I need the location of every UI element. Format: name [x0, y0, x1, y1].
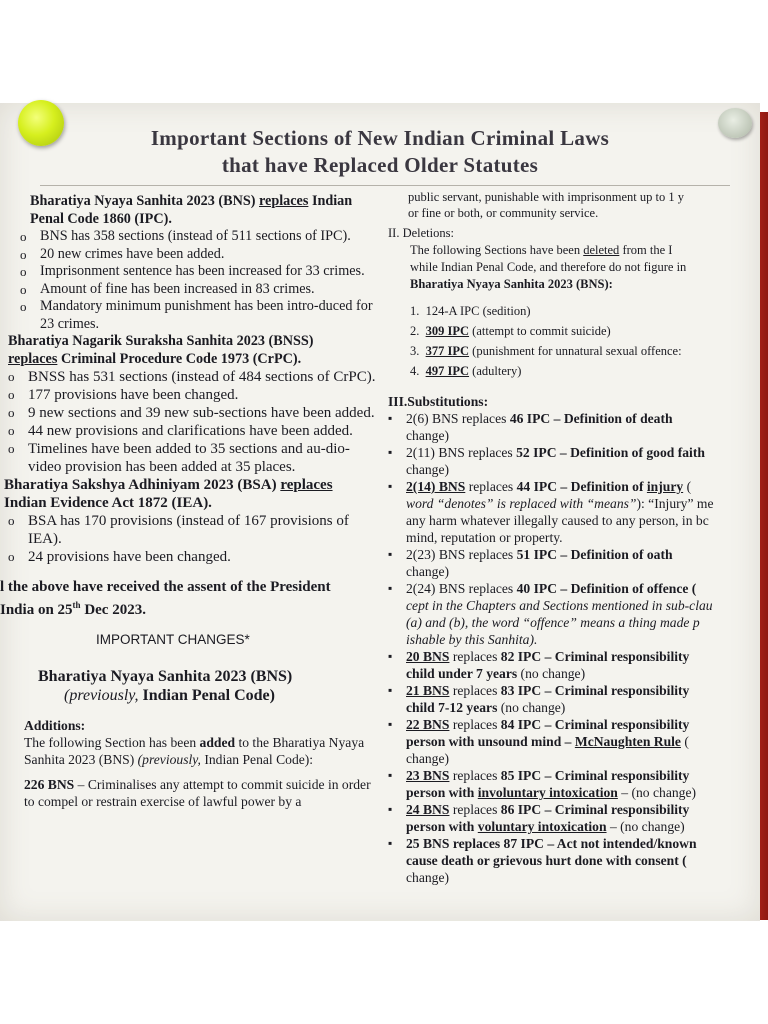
list-item: o 20 new crimes have been added. [40, 246, 378, 264]
list-item: o 177 provisions have been changed. [28, 386, 378, 404]
important-changes-label: IMPORTANT CHANGES* [96, 632, 250, 647]
list-item: ▪ 2(23) BNS replaces 51 IPC – Definition of oath change) [388, 546, 760, 580]
additions-text: The following Section has been added to the Bharatiya Nyaya Sanhita 2023 (BNS) (previously, Indian Penal Code): [24, 734, 365, 767]
deletions-label: II. Deletions: [388, 226, 454, 240]
list-item: ▪ 21 BNS replaces 83 IPC – Criminal responsibility child 7-12 years (no change) [388, 682, 760, 716]
list-item: 2. 309 IPC (attempt to commit suicide) [410, 324, 611, 338]
section-226-continued [388, 189, 760, 221]
bns-title: Bharatiya Nyaya Sanhita 2023 (BNS) [38, 667, 293, 685]
assent-note: l the above have received the assent of the President India on 25th Dec 2023. [0, 579, 331, 618]
grey-push-pin-icon [718, 108, 752, 138]
left-column [0, 193, 378, 810]
list-item: ▪ 2(14) BNS replaces 44 IPC – Definition of injury ( word “denotes” is replaced with “means”): “Injury” me any harm whatever illegally caused to any person, in bc mind, reputation or property. [388, 478, 760, 546]
substitutions-section [388, 393, 760, 886]
list-item: ▪ 22 BNS replaces 84 IPC – Criminal responsibility person with unsound mind – McNaughten Rule ( change) [388, 716, 760, 767]
additions-label: Additions: [24, 717, 86, 733]
list-item: o BNS has 358 sections (instead of 511 sections of IPC). [40, 228, 378, 246]
list-item: o Imprisonment sentence has been increased for 33 crimes. [40, 263, 378, 281]
list-item: ▪ 2(11) BNS replaces 52 IPC – Definition of good faith change) [388, 444, 760, 478]
notice-heading [0, 125, 760, 179]
list-item: 4. 497 IPC (adultery) [410, 364, 522, 378]
bnss-heading: Bharatiya Nagarik Suraksha Sanhita 2023 (BNSS) replaces Criminal Procedure Code 1973 (CrPC). [8, 333, 314, 367]
bsa-heading: Bharatiya Sakshya Adhiniyam 2023 (BSA) replaces Indian Evidence Act 1872 (IEA). [4, 477, 333, 511]
bns-previously: (previously, Indian Penal Code) [64, 686, 275, 704]
right-column [388, 189, 760, 886]
list-item: o BSA has 170 provisions (instead of 167 provisions of IEA). [28, 512, 378, 548]
list-item: o BNSS has 531 sections (instead of 484 sections of CrPC). [28, 368, 378, 386]
substitutions-label: III.Substitutions: [388, 394, 489, 409]
list-item: o 24 provisions have been changed. [28, 548, 378, 566]
continued-line: public servant, punishable with imprisonment up to 1 y [408, 190, 685, 204]
bnss-points [0, 368, 378, 476]
list-item: o 44 new provisions and clarifications have been added. [28, 422, 378, 440]
list-item: ▪ 20 BNS replaces 82 IPC – Criminal responsibility child under 7 years (no change) [388, 648, 760, 682]
list-item: o Mandatory minimum punishment has been intro-duced for 23 crimes. [40, 298, 378, 333]
list-item: ▪ 23 BNS replaces 85 IPC – Criminal responsibility person with involuntary intoxication – (no change) [388, 767, 760, 801]
list-item: ▪ 2(6) BNS replaces 46 IPC – Definition of death change) [388, 410, 760, 444]
additions-section [0, 717, 378, 810]
deletions-section [388, 225, 760, 381]
bns-points [0, 228, 378, 333]
list-item: ▪ 2(24) BNS replaces 40 IPC – Definition of offence ( cept in the Chapters and Sections mentioned in sub-clau (a) and (b), the word “offence” means a thing made p ishable by this Sanhita). [388, 580, 760, 648]
heading-line-1: Important Sections of New Indian Criminal Laws [150, 126, 610, 150]
bns-heading: Bharatiya Nyaya Sanhita 2023 (BNS) replaces Indian Penal Code 1860 (IPC). [30, 193, 353, 227]
bsa-points [0, 512, 378, 566]
list-item: 3. 377 IPC (punishment for unnatural sexual offence: [410, 344, 682, 358]
printed-notice-sheet [0, 103, 760, 921]
deleted-sections [388, 301, 760, 381]
list-item: o 9 new sections and 39 new sub-sections have been added. [28, 404, 378, 422]
list-item: ▪ 24 BNS replaces 86 IPC – Criminal responsibility person with voluntary intoxication – (no change) [388, 801, 760, 835]
section-226: 226 BNS – Criminalises any attempt to commit suicide in order to compel or restrain exercise of lawful power by a [24, 776, 371, 809]
list-item: ▪ 25 BNS replaces 87 IPC – Act not intended/known cause death or grievous hurt done with consent ( change) [388, 835, 760, 886]
heading-divider [40, 185, 730, 186]
deletions-text: The following Sections have been deleted from the I while Indian Penal Code, and therefore do not figure in Bharatiya Nyaya Sanhita 2023 (BNS): [410, 243, 687, 291]
list-item: o Timelines have been added to 35 sections and au-dio-video provision has been added at 35 places. [28, 440, 378, 476]
heading-line-2: that have Replaced Older Statutes [221, 153, 539, 177]
green-push-pin-icon [18, 100, 64, 146]
list-item: o Amount of fine has been increased in 83 crimes. [40, 281, 378, 299]
continued-line: or fine or both, or community service. [408, 206, 599, 220]
list-item: 1. 124-A IPC (sedition) [410, 304, 531, 318]
